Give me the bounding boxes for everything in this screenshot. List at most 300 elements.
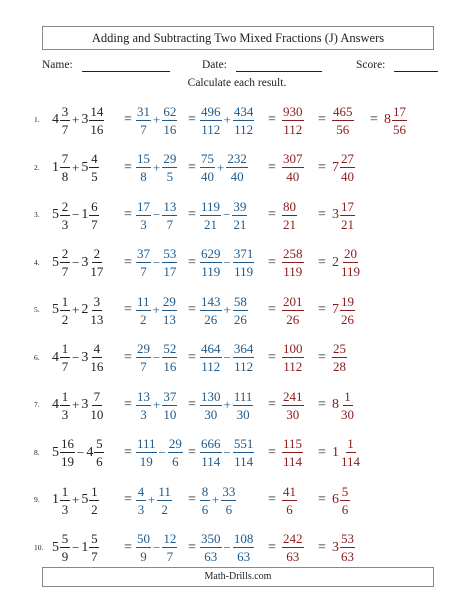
problem-number: 6.	[34, 352, 40, 362]
problem-number: 1.	[34, 115, 40, 124]
fraction-part	[340, 436, 361, 469]
denominator: 28	[333, 359, 346, 374]
mixed-number-answer	[384, 98, 407, 142]
equals-sign: =	[124, 254, 132, 270]
whole-number: 7	[332, 159, 339, 175]
mixed-number-answer	[332, 241, 361, 285]
whole-number: 2	[81, 302, 89, 317]
numerator: 100	[283, 341, 303, 356]
question	[52, 288, 104, 332]
numerator: 16	[61, 436, 74, 451]
fraction-part	[89, 104, 104, 137]
worksheet-title: Adding and Subtracting Two Mixed Fractions (J) Answers	[42, 26, 434, 50]
question	[52, 98, 104, 142]
improper-fraction	[136, 151, 151, 184]
equals-sign: =	[188, 159, 196, 175]
problem-number: 3.	[34, 210, 40, 219]
denominator: 7	[140, 264, 147, 279]
question	[52, 526, 99, 570]
second-mixed-number	[81, 104, 104, 137]
numerator: 464	[201, 341, 221, 356]
numerator: 201	[283, 293, 303, 309]
common-denominator-fraction	[233, 531, 255, 564]
numerator: 33	[222, 483, 236, 499]
answer-mixed-number	[332, 294, 355, 327]
numerator: 12	[163, 531, 177, 546]
denominator: 114	[283, 454, 303, 469]
numerator: 1	[91, 483, 98, 499]
numerator: 241	[283, 388, 303, 404]
mixed-number-answer	[332, 383, 355, 427]
fraction-part	[89, 531, 99, 564]
denominator: 16	[90, 359, 104, 374]
improper-fractions-step	[136, 98, 177, 142]
second-mixed-number	[81, 389, 104, 422]
operator: +	[72, 112, 80, 127]
equals-sign: =	[318, 397, 326, 412]
fraction-part	[340, 246, 361, 279]
question	[52, 383, 104, 427]
fraction-part	[60, 531, 70, 564]
common-denominator-step	[200, 431, 254, 475]
result-fraction-value	[282, 104, 304, 137]
fraction-part	[60, 246, 70, 279]
simplified-fraction-value	[332, 341, 347, 374]
denominator: 63	[204, 549, 218, 564]
equals-sign: =	[124, 444, 132, 460]
simplified-fraction	[332, 336, 347, 380]
equals-sign: =	[188, 539, 196, 555]
numerator: 4	[93, 341, 101, 356]
numerator: 666	[201, 436, 221, 451]
whole-number: 1	[81, 539, 89, 555]
fraction-part	[89, 294, 104, 327]
first-mixed-number	[52, 151, 70, 184]
numerator: 1	[344, 388, 351, 404]
operator: +	[153, 159, 161, 175]
common-denominator-fraction	[233, 436, 255, 469]
denominator: 21	[233, 216, 247, 232]
fraction-part	[60, 151, 70, 184]
operator: +	[152, 302, 160, 317]
fraction-part	[89, 389, 104, 422]
denominator: 5	[166, 169, 174, 184]
numerator: 1	[61, 341, 69, 356]
common-denominator-fraction	[200, 389, 222, 422]
equals-sign: =	[124, 302, 132, 317]
common-denominator-step	[200, 336, 254, 380]
denominator: 112	[234, 359, 254, 374]
denominator: 114	[234, 454, 254, 469]
question	[52, 146, 99, 190]
date-field	[202, 58, 322, 72]
operator: −	[223, 207, 231, 222]
simplified-fraction-value	[332, 104, 354, 137]
denominator: 40	[201, 169, 214, 184]
fraction-part	[60, 436, 75, 469]
denominator: 13	[90, 311, 104, 327]
numerator: 11	[158, 483, 171, 499]
operator: +	[212, 492, 220, 507]
numerator: 17	[341, 198, 354, 214]
answer-mixed-number	[384, 104, 407, 137]
common-denominator-step	[200, 383, 253, 427]
common-denominator-fraction	[233, 246, 255, 279]
equals-sign: =	[318, 254, 326, 270]
denominator: 30	[204, 406, 218, 422]
denominator: 114	[341, 454, 361, 469]
second-mixed-number	[81, 484, 99, 517]
numerator: 4	[137, 483, 145, 499]
question	[52, 193, 99, 237]
answer-mixed-number	[332, 484, 350, 517]
mixed-number-answer	[332, 193, 355, 237]
denominator: 6	[286, 501, 293, 517]
operator: −	[72, 349, 80, 365]
denominator: 7	[61, 121, 69, 137]
operator: +	[217, 159, 225, 175]
numerator: 62	[163, 103, 177, 119]
denominator: 10	[163, 406, 177, 422]
denominator: 3	[140, 406, 147, 422]
denominator: 9	[61, 549, 69, 564]
denominator: 6	[341, 501, 349, 517]
common-denominator-fraction	[200, 151, 215, 184]
denominator: 2	[140, 311, 147, 327]
improper-fraction	[162, 294, 177, 327]
numerator: 1	[61, 293, 69, 309]
numerator: 364	[233, 341, 254, 356]
fraction-part	[89, 341, 104, 374]
improper-fraction	[157, 484, 172, 517]
common-denominator-step	[200, 193, 247, 237]
numerator: 5	[61, 531, 69, 546]
numerator: 6	[91, 198, 98, 214]
whole-number: 6	[332, 492, 339, 507]
problem-row	[0, 288, 474, 332]
answer-mixed-number	[332, 151, 355, 184]
whole-number: 3	[81, 112, 89, 127]
denominator: 119	[234, 264, 254, 279]
problem-row	[0, 98, 474, 142]
mixed-number-answer	[332, 146, 355, 190]
improper-fraction	[162, 246, 177, 279]
numerator: 930	[283, 103, 303, 119]
equals-sign: =	[318, 349, 326, 365]
problem-row	[0, 336, 474, 380]
result-fraction-value	[282, 436, 303, 469]
common-denominator-fraction	[233, 294, 248, 327]
numerator: 15	[137, 151, 150, 166]
denominator: 3	[137, 501, 145, 517]
equals-sign: =	[188, 207, 196, 222]
denominator: 114	[201, 454, 221, 469]
improper-fraction	[136, 341, 151, 374]
operator: −	[158, 444, 166, 460]
second-mixed-number	[81, 341, 104, 374]
improper-fractions-step	[136, 146, 177, 190]
common-denominator-step	[200, 288, 248, 332]
operator: −	[72, 254, 80, 270]
whole-number: 5	[81, 492, 89, 507]
equals-sign: =	[268, 159, 276, 175]
mixed-number-answer	[332, 288, 355, 332]
operator: +	[153, 112, 161, 127]
denominator: 7	[91, 549, 98, 564]
numerator: 50	[137, 531, 150, 546]
denominator: 21	[204, 216, 218, 232]
denominator: 6	[201, 501, 209, 517]
first-mixed-number	[52, 104, 70, 137]
result-fraction	[282, 193, 297, 237]
second-mixed-number	[86, 436, 104, 469]
common-denominator-fraction	[200, 294, 222, 327]
whole-number: 7	[332, 302, 339, 317]
answer-mixed-number	[332, 199, 355, 232]
denominator: 40	[230, 169, 244, 184]
denominator: 119	[201, 264, 221, 279]
numerator: 75	[201, 151, 214, 166]
numerator: 4	[91, 151, 98, 166]
denominator: 13	[162, 311, 176, 327]
common-denominator-fraction	[200, 436, 222, 469]
problem-row	[0, 478, 474, 522]
improper-fraction	[162, 199, 177, 232]
whole-number: 8	[332, 397, 339, 412]
denominator: 112	[283, 121, 303, 137]
result-fraction	[282, 431, 303, 475]
denominator: 26	[233, 311, 247, 327]
problem-row	[0, 193, 474, 237]
numerator: 37	[163, 388, 177, 404]
denominator: 63	[341, 549, 354, 564]
denominator: 63	[286, 549, 300, 564]
improper-fractions-step	[136, 526, 177, 570]
denominator: 7	[91, 216, 98, 232]
equals-sign: =	[318, 539, 326, 555]
problem-number: 2.	[34, 162, 40, 172]
improper-fraction	[162, 531, 177, 564]
numerator: 53	[341, 531, 354, 546]
denominator: 40	[286, 169, 300, 184]
denominator: 19	[61, 454, 74, 469]
fraction-part	[89, 151, 99, 184]
equals-sign: =	[124, 112, 132, 127]
numerator: 551	[233, 436, 254, 451]
fraction-part	[89, 246, 104, 279]
denominator: 2	[91, 501, 98, 517]
fraction-part	[340, 389, 355, 422]
denominator: 6	[225, 501, 233, 517]
numerator: 5	[96, 436, 103, 451]
numerator: 37	[137, 246, 150, 261]
improper-fraction	[136, 389, 151, 422]
fraction-part	[60, 389, 70, 422]
numerator: 13	[163, 198, 177, 214]
numerator: 13	[137, 388, 150, 404]
whole-number: 5	[52, 539, 59, 555]
numerator: 29	[162, 293, 176, 309]
denominator: 3	[61, 501, 69, 517]
denominator: 30	[286, 406, 300, 422]
equals-sign: =	[268, 492, 276, 507]
first-mixed-number	[52, 341, 70, 374]
denominator: 7	[61, 264, 69, 279]
denominator: 7	[140, 359, 147, 374]
equals-sign: =	[124, 159, 132, 175]
numerator: 5	[91, 531, 98, 546]
question	[52, 478, 99, 522]
numerator: 242	[283, 531, 303, 546]
equals-sign: =	[188, 397, 196, 412]
denominator: 7	[140, 121, 147, 137]
question	[52, 431, 104, 475]
fraction-part	[340, 199, 355, 232]
denominator: 7	[166, 216, 174, 232]
fraction-part	[392, 104, 407, 137]
denominator: 63	[237, 549, 251, 564]
numerator: 5	[341, 483, 349, 499]
common-denominator-fraction	[200, 104, 222, 137]
equals-sign: =	[318, 159, 326, 175]
numerator: 17	[393, 103, 406, 119]
operator: +	[72, 159, 80, 175]
fraction-part	[60, 294, 70, 327]
operator: −	[72, 207, 80, 222]
mixed-number-answer	[332, 526, 355, 570]
improper-fraction	[136, 294, 151, 327]
common-denominator-fraction	[232, 199, 247, 232]
improper-fraction	[162, 104, 177, 137]
result-fraction	[282, 526, 304, 570]
numerator: 17	[137, 198, 150, 214]
operator: +	[148, 492, 156, 507]
numerator: 19	[341, 293, 354, 309]
improper-fraction	[162, 151, 177, 184]
denominator: 21	[341, 216, 354, 232]
denominator: 119	[341, 264, 361, 279]
problem-row	[0, 383, 474, 427]
operator: −	[153, 539, 161, 555]
denominator: 3	[61, 406, 69, 422]
equals-sign: =	[188, 349, 196, 365]
fraction-part	[340, 151, 355, 184]
date-label: Date:	[202, 59, 227, 71]
denominator: 3	[61, 216, 69, 232]
operator: −	[153, 349, 161, 365]
fraction-part	[89, 484, 99, 517]
answer-mixed-number	[332, 246, 361, 279]
result-fraction-value	[282, 484, 297, 517]
numerator: 465	[333, 103, 353, 119]
numerator: 58	[233, 293, 247, 309]
numerator: 7	[61, 151, 69, 166]
improper-fractions-step	[136, 288, 177, 332]
denominator: 56	[393, 121, 406, 137]
whole-number: 1	[52, 159, 59, 175]
second-mixed-number	[81, 199, 99, 232]
denominator: 112	[283, 359, 303, 374]
denominator: 6	[96, 454, 103, 469]
score-field	[356, 58, 438, 72]
operator: −	[223, 254, 231, 270]
improper-fraction	[136, 246, 151, 279]
equals-sign: =	[188, 492, 196, 507]
denominator: 2	[61, 311, 69, 327]
equals-sign: =	[268, 302, 276, 317]
numerator: 3	[61, 103, 69, 119]
improper-fraction	[136, 104, 151, 137]
whole-number: 5	[52, 207, 59, 222]
whole-number: 5	[52, 444, 59, 460]
first-mixed-number	[52, 436, 75, 469]
first-mixed-number	[52, 484, 70, 517]
denominator: 56	[336, 121, 350, 137]
first-mixed-number	[52, 531, 70, 564]
equals-sign: =	[318, 444, 326, 460]
fraction-part	[89, 199, 99, 232]
common-denominator-fraction	[221, 484, 236, 517]
result-fraction	[282, 478, 297, 522]
equals-sign: =	[124, 492, 132, 507]
operator: −	[153, 207, 161, 222]
numerator: 1	[347, 436, 354, 451]
result-fraction-value	[282, 389, 304, 422]
equals-sign: =	[318, 492, 326, 507]
first-mixed-number	[52, 389, 70, 422]
whole-number: 4	[86, 444, 94, 460]
whole-number: 5	[81, 159, 89, 175]
result-fraction-value	[282, 341, 304, 374]
numerator: 111	[137, 436, 156, 451]
answer-mixed-number	[332, 531, 355, 564]
denominator: 112	[201, 359, 221, 374]
equals-sign: =	[124, 397, 132, 412]
mixed-number-answer	[332, 478, 350, 522]
numerator: 115	[283, 436, 303, 451]
common-denominator-fraction	[200, 246, 222, 279]
whole-number: 4	[52, 397, 59, 412]
numerator: 25	[333, 341, 346, 356]
numerator: 434	[233, 103, 254, 119]
common-denominator-fraction	[200, 199, 221, 232]
name-blank-line	[82, 61, 170, 72]
result-fraction-value	[282, 199, 297, 232]
whole-number: 1	[332, 444, 339, 460]
whole-number: 4	[52, 349, 59, 365]
denominator: 9	[140, 549, 147, 564]
operator: +	[72, 302, 80, 317]
numerator: 119	[201, 198, 221, 214]
improper-fraction	[136, 199, 151, 232]
numerator: 258	[283, 246, 303, 261]
numerator: 2	[93, 246, 101, 261]
instructions: Calculate each result.	[187, 77, 287, 89]
common-denominator-step	[200, 146, 248, 190]
equals-sign: =	[124, 349, 132, 365]
name-label: Name:	[42, 59, 73, 71]
denominator: 5	[91, 169, 98, 184]
whole-number: 3	[81, 349, 89, 365]
operator: +	[223, 302, 231, 317]
denominator: 112	[201, 121, 221, 137]
result-fraction-value	[282, 294, 304, 327]
footer: Math-Drills.com	[42, 567, 434, 587]
equals-sign: =	[318, 112, 326, 127]
improper-fraction	[136, 436, 157, 469]
problem-row	[0, 526, 474, 570]
score-blank-line	[394, 61, 438, 72]
